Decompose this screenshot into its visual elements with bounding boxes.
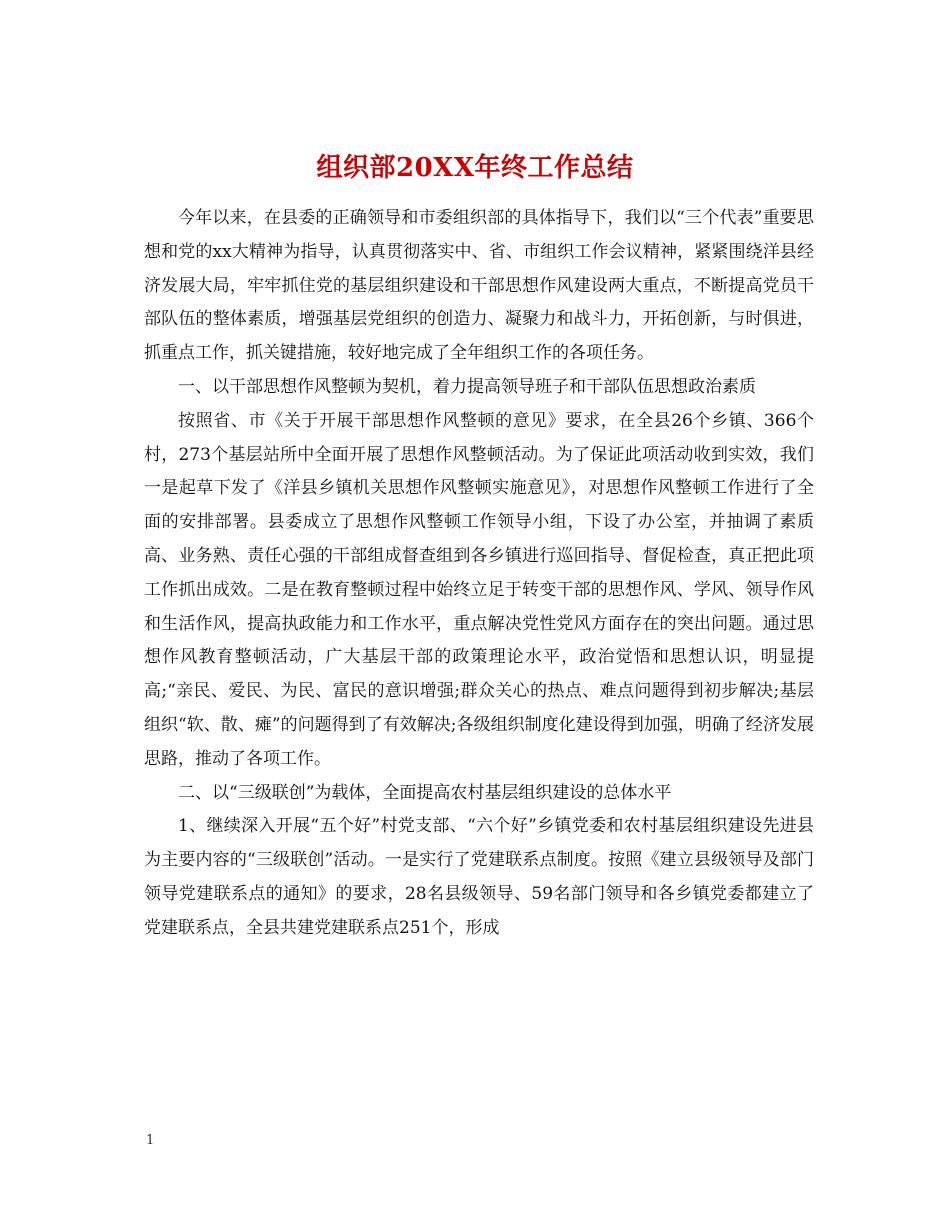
document-body: [144, 202, 814, 946]
document-title: 组织部20XX年终工作总结: [316, 153, 634, 184]
intro-paragraph: 今年以来，在县委的正确领导和市委组织部的具体指导下，我们以“三个代表”重要思想和党的xx大精神为指导，认真贯彻落实中、省、市组织工作会议精神，紧紧围绕洋县经济发展大局，牢牢抓住党的基层组织建设和干部思想作风建设两大重点，不断提高党员干部队伍的整体素质，增强基层党组织的创造力、凝聚力和战斗力，开拓创新，与时俱进，抓重点工作，抓关键措施，较好地完成了全年组织工作的各项任务。: [144, 208, 814, 364]
page-number: 1: [146, 1133, 155, 1148]
section-heading-two: 二、以“三级联创”为载体，全面提高农村基层组织建设的总体水平: [178, 782, 672, 803]
section-heading-one: 一、以干部思想作风整顿为契机，着力提高领导班子和干部队伍思想政治素质: [178, 376, 756, 397]
section-two-paragraph: 1、继续深入开展“五个好”村党支部、“六个好”乡镇党委和农村基层组织建设先进县为主要内容的“三级联创”活动。一是实行了党建联系点制度。按照《建立县级领导及部门领导党建联系点的通知》的要求，28名县级领导、59名部门领导和各乡镇党委都建立了党建联系点，全县共建党建联系点251个，形成: [144, 816, 814, 938]
section-one-paragraph: 按照省、市《关于开展干部思想作风整顿的意见》要求，在全县26个乡镇、366个村，273个基层站所中全面开展了思想作风整顿活动。为了保证此项活动收到实效，我们一是起草下发了《洋县乡镇机关思想作风整顿实施意见》，对思想作风整顿工作进行了全面的安排部署。县委成立了思想作风整顿工作领导小组，下设了办公室，并抽调了素质高、业务熟、责任心强的干部组成督查组到各乡镇进行巡回指导、督促检查，真正把此项工作抓出成效。二是在教育整顿过程中始终立足于转变干部的思想作风、学风、领导作风和生活作风，提高执政能力和工作水平，重点解决党性党风方面存在的突出问题。通过思想作风教育整顿活动，广大基层干部的政策理论水平，政治觉悟和思想认识，明显提高;“亲民、爱民、为民、富民的意识增强;群众关心的热点、难点问题得到初步解决;基层组织“软、散、瘫”的问题得到了有效解决;各级组织制度化建设得到加强，明确了经济发展思路，推动了各项工作。: [144, 410, 814, 769]
